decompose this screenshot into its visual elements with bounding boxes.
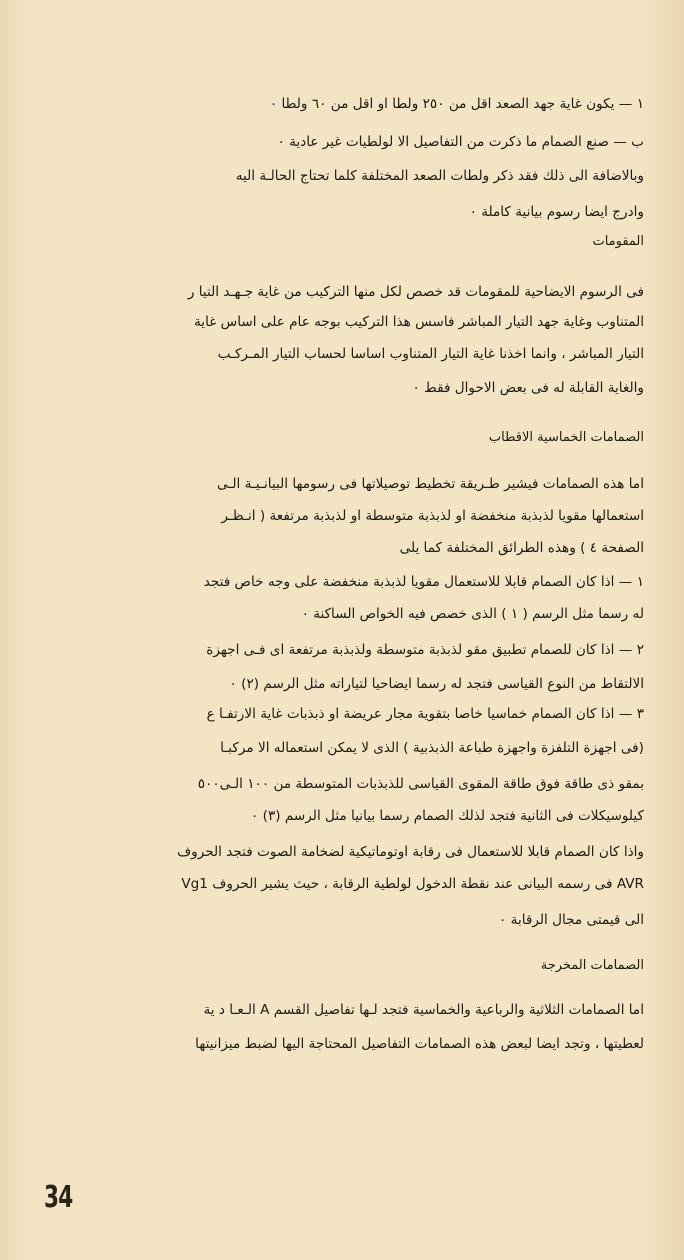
text-line: اما هذه الصمامات فيشير طـريقة تخطيط توصيلاتها فى رسومها البيانـيـة الـى <box>217 476 644 492</box>
text-line: واذا كان الصمام قابلا للاستعمال فى رقابة اوتوماتيكية لضخامة الصوت فتجد الحروف <box>177 844 644 860</box>
text-line: وادرج ايضا رسوم بيانية كاملة ٠ <box>469 204 644 220</box>
text-line: بمقو ذى طاقة فوق طاقة المقوى القياسى للذبذبات المتوسطة من ١٠٠ الـى٥٠٠ <box>197 776 644 792</box>
section-heading-rectifiers: المقومات <box>592 234 644 249</box>
text-line: والغاية القابلة له فى بعض الاحوال فقط ٠ <box>412 380 644 396</box>
text-line: الى قيمتى مجال الرقابة ٠ <box>499 912 644 928</box>
text-line: الصفحة ٤ ) وهذه الطرائق المختلفة كما يلى <box>399 540 644 556</box>
text-line: فى الرسوم الايضاحية للمقومات قد خصص لكل منها التركيب من غاية جـهـد التيا ر <box>187 284 644 300</box>
text-line: (فى اجهزة التلفزة واجهزة طباعة الذبذبية ) الذى لا يمكن استعماله الا مركبـا <box>220 740 644 756</box>
text-line: ٢ — اذا كان للصمام تطبيق مقو لذبذبة متوسطة ولذبذبة مرتفعة اى فـى اجهزة <box>206 642 644 658</box>
text-line: الالتقاط من النوع القياسى فتجد له رسما ايضاحيا لتياراته مثل الرسم (٢) ٠ <box>229 676 644 692</box>
text-line: اما الصمامات الثلاثية والرباعية والخماسية فتجد لـها تفاصيل القسم A الـعـا د ية <box>203 1002 644 1018</box>
text-line: لعطيتها ، وتجد ايضا لبعض هذه الصمامات التفاصيل المحتاجة اليها لضبط ميزانيتها <box>195 1036 644 1052</box>
section-heading-output-valves: الصمامات المخرجة <box>540 958 644 973</box>
text-line: استعمالها مقويا لذبذبة منخفضة او لذبذبة متوسطة او لذبذبة مرتفعة ( انـظـر <box>221 508 644 524</box>
page-number: 34 <box>44 1180 73 1215</box>
text-line: المتناوب وغاية جهد التيار المباشر فاسس هذا التركيب بوجه عام على اساس غاية <box>194 314 644 330</box>
text-line: كيلوسيكلات فى الثانية فتجد لذلك الصمام رسما بيانيا مثل الرسم (٣) ٠ <box>251 808 644 824</box>
text-line: ١ — اذا كان الصمام قابلا للاستعمال مقويا لذبذبة منخفضة على وجه خاص فتجد <box>203 574 644 590</box>
text-line: التيار المباشر ، وانما اخذنا غاية التيار المتناوب اساسا لحساب التيار المـركـب <box>217 346 644 362</box>
text-line: AVR فى رسمه البيانى عند نقطة الدخول لولطية الرقابة ، حيث يشير الحروف Vg1 <box>181 876 644 892</box>
text-line: وبالاضافة الى ذلك فقد ذكر ولطات الصعد المختلفة كلما تحتاج الحالـة اليه <box>235 168 644 184</box>
text-line: ١ — يكون غاية جهد الصعد اقل من ٢٥٠ ولطا او اقل من ٦٠ ولطا ٠ <box>269 96 644 112</box>
text-line: ب — صنع الصمام ما ذكرت من التفاصيل الا لولطيات غير عادية ٠ <box>277 134 644 150</box>
text-line: له رسما مثل الرسم ( ١ ) الذى خصص فيه الخواص الساكنة ٠ <box>301 606 644 622</box>
text-line: ٣ — اذا كان الصمام خماسيا خاصا بتقوية مجار عريضة او ذبذبات غاية الارتفـا ع <box>206 706 644 722</box>
section-heading-pentodes: الصمامات الخماسية الاقطاب <box>488 430 644 445</box>
